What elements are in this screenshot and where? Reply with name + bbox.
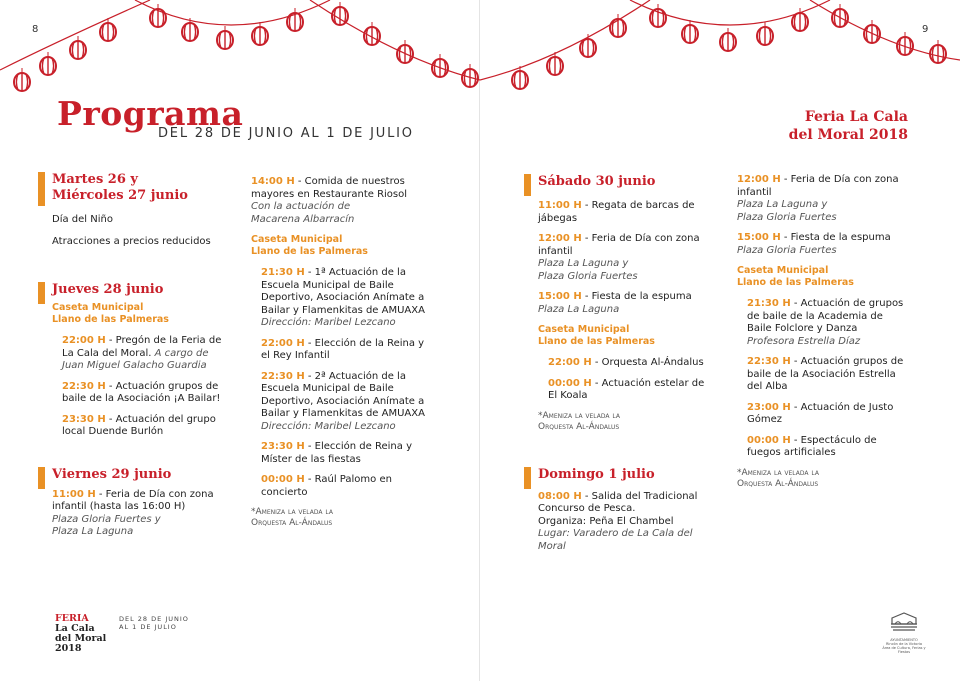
- note: *Ameniza la velada la Orquesta Al-Ándalus: [538, 410, 620, 432]
- lantern-icon: [150, 4, 166, 27]
- feria-title: Feria La Cala del Moral 2018: [788, 109, 908, 143]
- lantern-icon: [397, 40, 413, 63]
- event-item: 23:30 H - Actuación del grupo local Duende Burlón: [62, 413, 216, 437]
- page-subtitle: DEL 28 DE JUNIO AL 1 DE JULIO: [158, 126, 414, 141]
- town-crest-icon: [889, 612, 919, 634]
- day-name: Viernes 29 junio: [52, 466, 172, 482]
- note: *Ameniza la velada la Orquesta Al-Ándalus: [251, 507, 333, 528]
- lantern-icon: [832, 4, 848, 27]
- event-item: 22:30 H - 2ª Actuación de la Escuela Municipal de Baile Deportivo, Asociación Anímate a Bailar y Flamenkitas de AMUAXA Dirección: Maribel Lezcano: [261, 370, 425, 432]
- day-block-viernes: [52, 467, 227, 539]
- lantern-icon: [792, 8, 808, 31]
- event-item: 14:00 H - Comida de nuestros mayores en Restaurante Riosol Con la actuación de Macarena Albarracín: [251, 176, 408, 225]
- schedule-column-1: [52, 172, 227, 551]
- day-block-jueves: [52, 282, 227, 439]
- list-item: Atracciones a precios reducidos: [52, 235, 211, 247]
- event-item: 15:00 H - Fiesta de la espuma Plaza Gloria Fuertes: [737, 232, 891, 256]
- page-title: Programa: [57, 94, 244, 133]
- event-item: 22:00 H - Pregón de la Feria de La Cala del Moral. A cargo de Juan Miguel Galacho Guardia: [62, 335, 222, 371]
- event-item: 11:00 H - Feria de Día con zona infantil (hasta las 16:00 H) Plaza Gloria Fuertes y Plaza La Laguna: [52, 488, 214, 537]
- caseta-heading: Caseta Municipal Llano de las Palmeras: [52, 302, 169, 325]
- event-item: 22:30 H - Actuación grupos de baile de la Asociación ¡A Bailar!: [62, 380, 221, 404]
- event-item: 15:00 H - Fiesta de la espuma Plaza La Laguna: [538, 291, 692, 315]
- lantern-icon: [720, 28, 736, 51]
- caseta-heading: Caseta Municipal Llano de las Palmeras: [737, 265, 854, 288]
- day-name: Martes 26 y Miércoles 27 junio: [52, 172, 188, 203]
- day-block-sabado: [538, 174, 708, 433]
- day-accent-bar: [38, 282, 45, 304]
- footer-date: DEL 28 DE JUNIO AL 1 DE JULIO: [119, 615, 189, 631]
- lantern-icon: [864, 20, 880, 43]
- lantern-icon: [650, 4, 666, 27]
- lantern-icon: [364, 22, 380, 45]
- town-crest: AYUNTAMIENTO Rincón de la Victoria Área de Cultura, Ferias y Fiestas: [882, 612, 926, 654]
- day-accent-bar: [38, 172, 45, 206]
- feria-logo: FERIA La Cala del Moral 2018: [55, 613, 107, 654]
- event-item: 21:30 H - Actuación de grupos de baile de la Academia de Baile Folclore y Danza Profesora Estrella Díaz: [747, 298, 904, 347]
- lantern-icon: [217, 26, 233, 49]
- event-item: 00:00 H - Actuación estelar de El Koala: [548, 377, 705, 401]
- lantern-garland-icon: [0, 0, 480, 100]
- day-name: Jueves 28 junio: [52, 282, 164, 297]
- event-item: 00:00 H - Raúl Palomo en concierto: [261, 474, 392, 498]
- event-item: 21:30 H - 1ª Actuación de la Escuela Municipal de Baile Deportivo, Asociación Anímate a Bailar y Flamenkitas de AMUAXA Dirección: Maribel Lezcano: [261, 267, 425, 328]
- event-item: 22:00 H - Elección de la Reina y el Rey Infantil: [261, 337, 425, 361]
- note: *Ameniza la velada la Orquesta Al-Ándalus: [737, 467, 819, 489]
- schedule-column-2: [737, 174, 909, 490]
- lantern-icon: [930, 40, 946, 63]
- lantern-icon: [14, 68, 30, 91]
- lantern-icon: [432, 54, 448, 77]
- caseta-heading: Caseta Municipal Llano de las Palmeras: [538, 324, 655, 347]
- event-item: 23:30 H - Elección de Reina y Míster de las fiestas: [261, 441, 412, 465]
- event-item: 22:30 H - Actuación grupos de baile de la Asociación Estrella del Alba: [747, 356, 904, 392]
- lantern-icon: [757, 22, 773, 45]
- lantern-icon: [252, 22, 268, 45]
- event-item: 12:00 H - Feria de Día con zona infantil Plaza La Laguna y Plaza Gloria Fuertes: [737, 174, 899, 223]
- lantern-icon: [332, 2, 348, 25]
- schedule-column-1: [538, 174, 708, 565]
- caseta-heading: Caseta Municipal Llano de las Palmeras: [251, 234, 368, 257]
- lantern-icon: [462, 64, 478, 87]
- lantern-icon: [682, 20, 698, 43]
- lantern-icon: [897, 32, 913, 55]
- garland-string: [480, 0, 650, 80]
- day-block-domingo: [538, 467, 708, 554]
- day-name: Domingo 1 julio: [538, 466, 655, 482]
- day-name: Sábado 30 junio: [538, 174, 656, 189]
- list-item: Día del Niño: [52, 214, 113, 225]
- event-item: 22:00 H - Orquesta Al-Ándalus: [548, 357, 704, 368]
- lantern-icon: [580, 34, 596, 57]
- lantern-icon: [40, 52, 56, 75]
- event-item: 12:00 H - Feria de Día con zona infantil Plaza La Laguna y Plaza Gloria Fuertes: [538, 233, 700, 282]
- lantern-garland-icon: [480, 0, 960, 100]
- page-number: 8: [32, 24, 39, 35]
- day-accent-bar: [38, 467, 45, 489]
- schedule-column-2: [251, 176, 426, 529]
- event-item: 23:00 H - Actuación de Justo Gómez: [747, 401, 894, 425]
- garland-string: [0, 0, 150, 70]
- event-item: 00:00 H - Espectáculo de fuegos artificiales: [747, 434, 877, 458]
- lantern-icon: [70, 36, 86, 59]
- lantern-icon: [287, 8, 303, 31]
- event-item: 08:00 H - Salida del Tradicional Concurso de Pesca. Organiza: Peña El Chambel Lugar: Varadero de La Cala del Moral: [538, 490, 698, 552]
- day-block-martes: [52, 172, 227, 248]
- day-accent-bar: [524, 467, 531, 489]
- day-accent-bar: [524, 174, 531, 196]
- event-item: 11:00 H - Regata de barcas de jábegas: [538, 200, 695, 224]
- right-page: [480, 0, 960, 681]
- page-number: 9: [922, 24, 929, 35]
